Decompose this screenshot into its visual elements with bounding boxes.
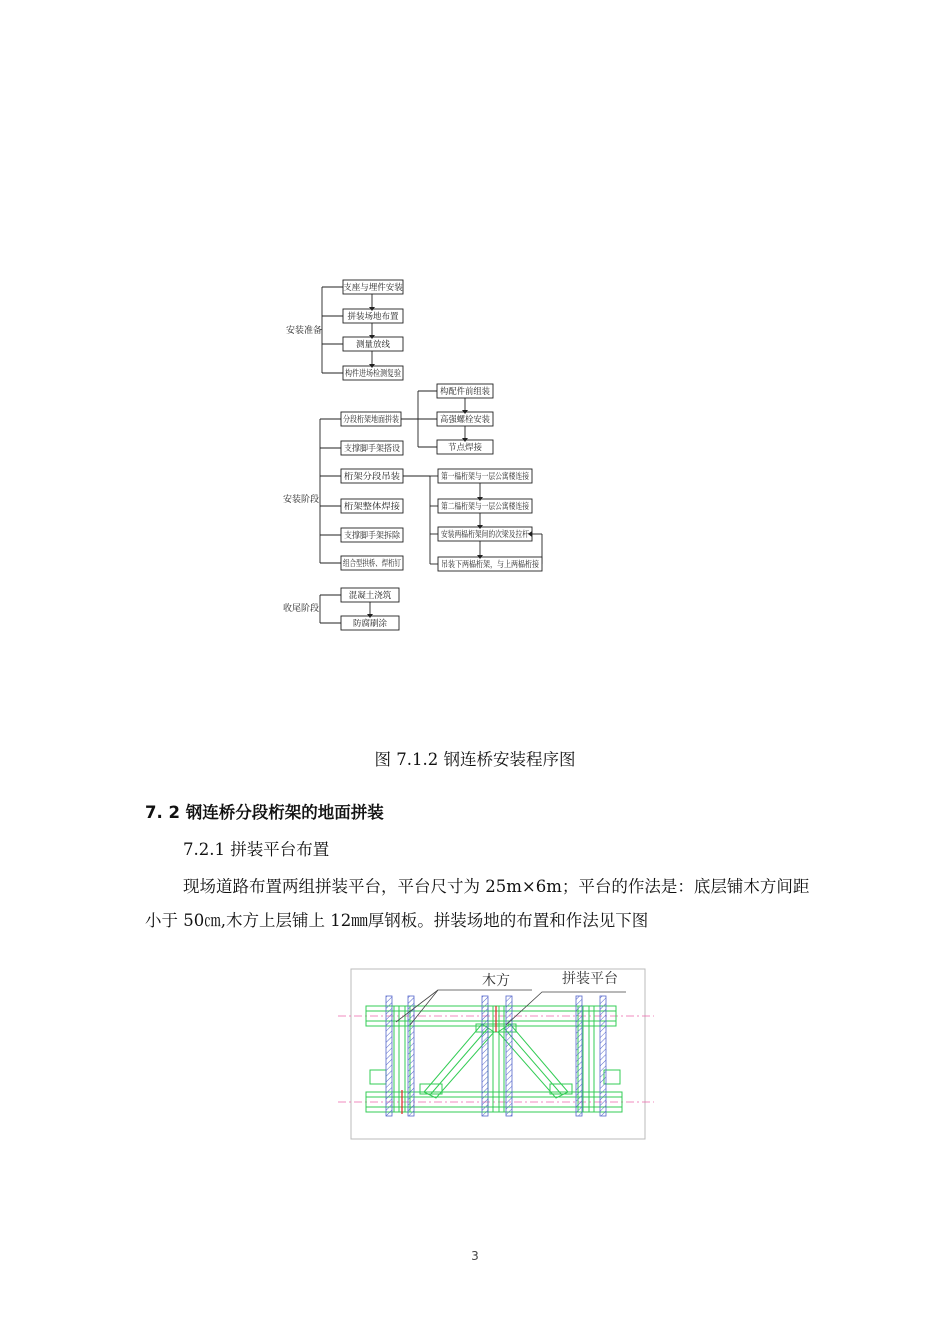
phase-install-label: 安装阶段: [283, 495, 320, 505]
assembly-step: 高强螺栓安装: [440, 415, 492, 425]
body-paragraph: 现场道路布置两组拼装平台，平台尺寸为 25m×6m；平台的作法是：底层铺木方间距小于 50㎝,木方上层铺上 12㎜厚钢板。拼装场地的布置和作法见下图: [145, 877, 810, 930]
install-step: 支撑脚手架搭设: [344, 444, 404, 454]
assembly-step: 构配件前组装: [440, 387, 492, 397]
wood-label: 木方: [482, 973, 510, 989]
prep-step: 支座与埋件安装: [343, 283, 403, 293]
finish-step: 防腐刷涂: [352, 619, 388, 629]
assembly-step: 节点焊接: [447, 443, 483, 453]
installation-flowchart: [270, 270, 570, 640]
prep-step: 测量放线: [355, 340, 391, 350]
install-step: 桁架整体焊接: [344, 502, 396, 512]
page-number: 3: [471, 1249, 479, 1263]
section-heading: 7. 2 钢连桥分段桁架的地面拼装: [145, 803, 384, 822]
prep-step: 构件进场检测复验: [345, 369, 414, 379]
platform-label: 拼装平台: [562, 971, 618, 987]
install-step: 桁架分段吊装: [344, 472, 396, 482]
finish-step: 混凝土浇筑: [348, 591, 392, 601]
hoist-step: 第二榀桁架与一层公寓楼连接: [441, 502, 552, 512]
prep-step: 拼装场地布置: [347, 312, 399, 322]
phase-finish-label: 收尾阶段: [283, 604, 320, 614]
install-step: 组合型拱桥、焊桁钉: [343, 559, 420, 569]
install-step: 支撑脚手架拆除: [344, 531, 404, 541]
hoist-step: 安装两榀桁架间的次梁及拉杆: [441, 530, 552, 540]
hoist-step: 第一榀桁架与一层公寓楼连接: [441, 472, 552, 482]
subsection-title: 7.2.1 拼装平台布置: [183, 840, 330, 859]
install-step: 分段桁架地面拼装: [343, 415, 412, 425]
figure-caption: 图 7.1.2 钢连桥安装程序图: [374, 750, 576, 769]
assembly-platform-drawing: [336, 962, 656, 1146]
hoist-step: 吊装下两榀桁架，与上两榀桁接: [441, 560, 561, 570]
phase-prep-label: 安装准备: [286, 326, 323, 336]
